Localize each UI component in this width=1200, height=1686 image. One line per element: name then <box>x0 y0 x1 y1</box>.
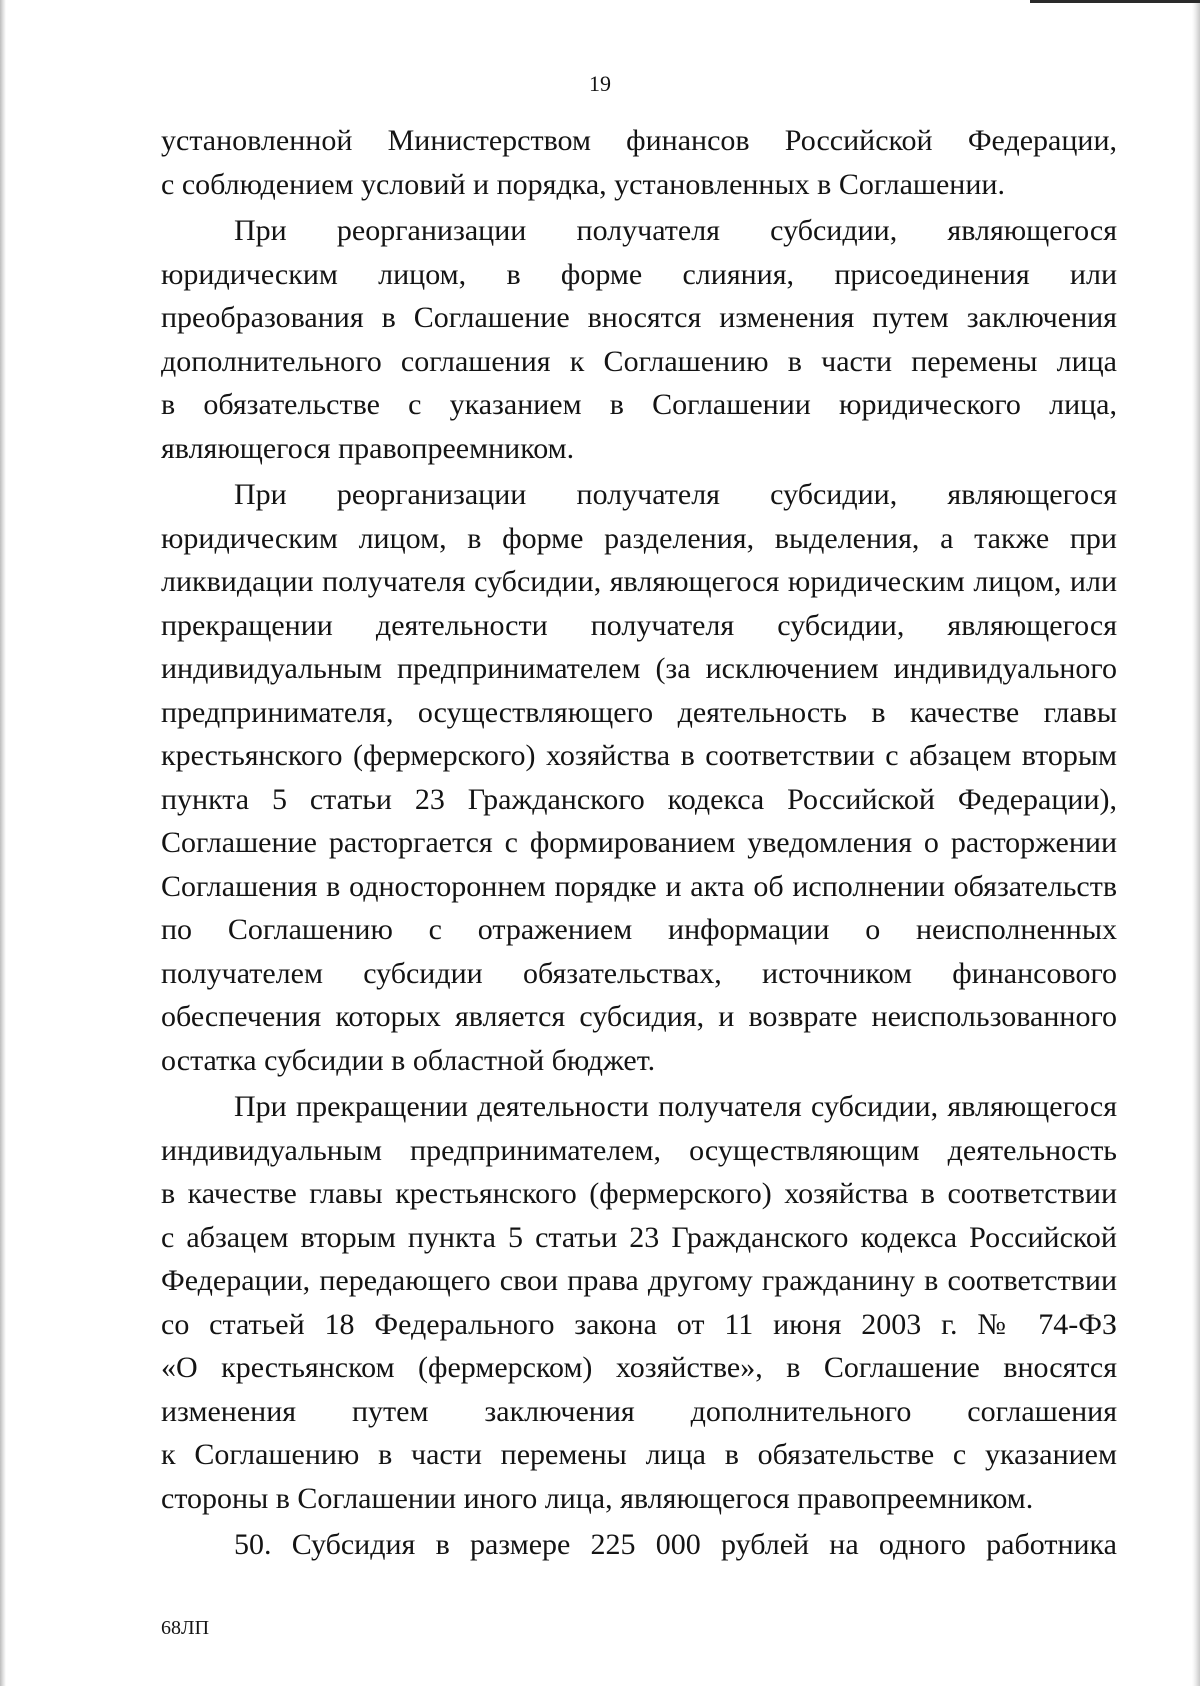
text-line: стороны в Соглашении иного лица, являющегося правопреемником. <box>161 1481 1034 1515</box>
text-line: с соблюдением условий и порядка, установленных в Соглашении. <box>161 167 1005 201</box>
scan-edge-top <box>1030 0 1200 3</box>
page-number: 19 <box>589 71 611 96</box>
text-line: с абзацем вторым пункта 5 статьи 23 Гражданского кодекса Российской <box>161 1220 1117 1254</box>
text-line: Соглашение расторгается с формированием уведомления о расторжении <box>161 826 1117 859</box>
document-code: 68ЛП <box>161 1617 210 1639</box>
text-line: прекращении деятельности получателя субсидии, являющегося <box>161 608 1117 642</box>
paragraph <box>161 473 1117 1082</box>
text-line: в качестве главы крестьянского (фермерского) хозяйства в соответствии <box>161 1177 1117 1210</box>
text-line: индивидуальным предпринимателем (за исключением индивидуального <box>161 652 1117 685</box>
text-line: пункта 5 статьи 23 Гражданского кодекса Российской Федерации), <box>161 782 1117 816</box>
text-line: При реорганизации получателя субсидии, являющегося <box>234 214 1117 247</box>
text-line: преобразования в Соглашение вносятся изменения путем заключения <box>161 301 1117 334</box>
text-line: 50. Субсидия в размере 225 000 рублей на одного работника <box>234 1528 1117 1561</box>
text-line: дополнительного соглашения к Соглашению в части перемены лица <box>161 344 1117 378</box>
scan-edge-right <box>1192 0 1200 1686</box>
scan-edge-left <box>0 0 6 1686</box>
text-line: При прекращении деятельности получателя субсидии, являющегося <box>234 1090 1117 1123</box>
text-line: Федерации, передающего свои права другому гражданину в соответствии <box>161 1264 1117 1297</box>
text-line: Соглашения в одностороннем порядке и акта об исполнении обязательств <box>161 869 1117 903</box>
text-line: остатка субсидии в областной бюджет. <box>161 1043 656 1077</box>
text-line: юридическим лицом, в форме слияния, присоединения или <box>161 257 1117 291</box>
paragraph <box>161 119 1117 206</box>
text-line: юридическим лицом, в форме разделения, выделения, а также при <box>161 521 1117 555</box>
text-line: крестьянского (фермерского) хозяйства в соответствии с абзацем вторым <box>161 739 1117 772</box>
text-line: по Соглашению с отражением информации о неисполненных <box>161 913 1117 946</box>
text-line: «О крестьянском (фермерском) хозяйстве», в Соглашение вносятся <box>161 1351 1117 1384</box>
paragraph <box>161 209 1117 470</box>
text-line: изменения путем заключения дополнительного соглашения <box>161 1394 1117 1428</box>
text-line: являющегося правопреемником. <box>161 431 575 465</box>
paragraph <box>161 1523 1117 1567</box>
text-line: обеспечения которых является субсидия, и возврате неиспользованного <box>161 1000 1117 1033</box>
text-line: установленной Министерством финансов Российской Федерации, <box>161 124 1117 157</box>
text-line: со статьей 18 Федерального закона от 11 июня 2003 г. № 74-ФЗ <box>161 1307 1117 1341</box>
text-line: к Соглашению в части перемены лица в обязательстве с указанием <box>161 1438 1117 1471</box>
text-line: индивидуальным предпринимателем, осуществляющим деятельность <box>161 1133 1117 1167</box>
text-line: в обязательстве с указанием в Соглашении юридического лица, <box>161 388 1117 421</box>
paragraph <box>161 1085 1117 1520</box>
text-line: При реорганизации получателя субсидии, являющегося <box>234 478 1117 511</box>
text-line: предпринимателя, осуществляющего деятельность в качестве главы <box>161 695 1117 729</box>
document-body <box>161 119 1117 1567</box>
text-line: ликвидации получателя субсидии, являющегося юридическим лицом, или <box>161 565 1117 598</box>
text-line: получателем субсидии обязательствах, источником финансового <box>161 956 1117 990</box>
